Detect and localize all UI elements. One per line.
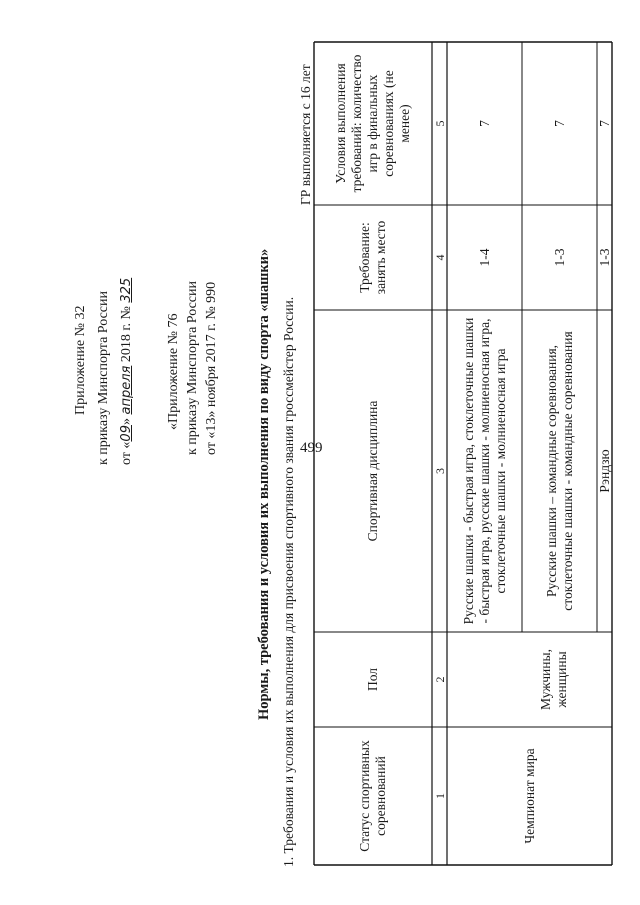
table-cell-games: 7 [476,120,492,127]
column-number: 1 [432,793,447,799]
prev-appendix-title: «Приложение № 76 [166,313,181,430]
table-cell-place: 1-3 [551,248,567,267]
header-place: Требование: занять место [357,220,388,295]
handwritten-month: апреля [119,365,134,415]
table-cell-gender: Мужчины, женщины [538,649,569,710]
header-status: Статус спортивных соревнований [357,740,388,852]
age-requirement-banner: ГР выполняется с 16 лет [298,64,313,205]
table-cell-discipline: Русские шашки - быстрая игра, стоклеточные шашки - быстрая игра, русские шашки - молниеносная игра, стоклеточные шашки - молниеносная игра [460,317,508,625]
column-number: 5 [432,120,447,127]
column-number: 4 [432,254,447,261]
table-cell-discipline: Рэндзю [596,449,612,493]
appendix-title: Приложение № 32 [73,305,88,415]
table-cell-games: 7 [551,120,567,127]
prev-appendix-date-line: от «13» ноября 2017 г. № 990 [204,281,219,455]
table-cell-status: Чемпионат мира [521,748,537,844]
handwritten-number: 325 [119,277,134,303]
column-number: 3 [432,468,447,474]
page-number: 499 [300,440,323,456]
document-title: Нормы, требования и условия их выполнения по виду спорта «шашки» [256,248,272,720]
column-number: 2 [432,676,447,683]
table-cell-discipline: Русские шашки – командные соревнования, стоклеточные шашки - командные соревнования [543,331,575,611]
appendix-order-line: к приказу Минспорта России [96,291,111,465]
header-condition: Условия выполнения требований: количество игр в финальных соревнованиях (не менее) [333,54,412,193]
appendix-date-line: от «09» апреля 2018 г. № 325 [119,277,134,465]
section-title: 1. Требования и условия их выполнения для присвоения спортивного звания гроссмейстер России. [281,296,296,867]
header-discipline: Спортивная дисциплина [365,400,380,542]
header-gender: Пол [365,667,380,692]
table-cell-place: 1-4 [476,248,492,267]
handwritten-day: 09 [119,425,134,442]
prev-appendix-order-line: к приказу Минспорта России [185,281,200,455]
table-cell-games: 7 [596,120,612,127]
table-cell-place: 1-3 [596,248,612,267]
